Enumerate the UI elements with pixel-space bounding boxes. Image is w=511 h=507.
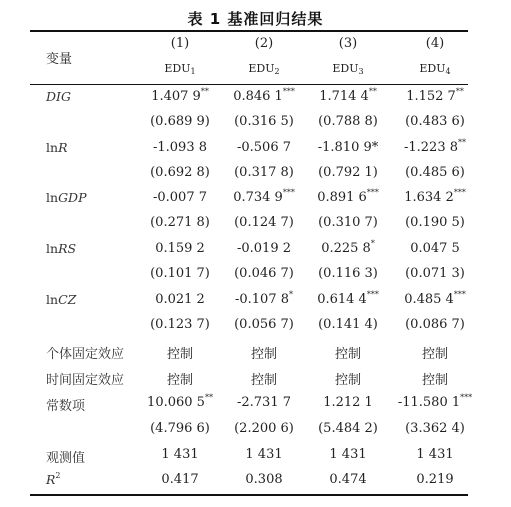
cell-value: (0.071 3) xyxy=(405,266,465,281)
table-cell xyxy=(135,114,225,129)
cell-value: 0.225 8 xyxy=(321,241,371,256)
cell-value: (5.484 2) xyxy=(318,421,378,436)
table-cell xyxy=(303,190,393,205)
cell-value: 控制 xyxy=(334,373,361,388)
cell-value: 1.152 7 xyxy=(406,89,456,104)
table-cell xyxy=(219,165,309,180)
significance-stars: *** xyxy=(366,290,379,299)
cell-value: 1.407 9 xyxy=(151,89,201,104)
column-number: (4) xyxy=(425,36,445,51)
significance-stars: ** xyxy=(204,393,213,402)
cell-value: (0.086 7) xyxy=(405,317,465,332)
table-cell xyxy=(390,241,480,256)
cell-value: 10.060 5 xyxy=(147,395,205,410)
cell-value: (0.483 6) xyxy=(405,114,465,129)
column-number: (2) xyxy=(254,36,274,51)
significance-stars: ** xyxy=(200,87,209,96)
dependent-subscript: 2 xyxy=(274,67,280,76)
cell-value: 0.614 4 xyxy=(317,292,367,307)
table-cell xyxy=(219,395,309,410)
table-cell xyxy=(303,395,393,410)
table-cell xyxy=(390,292,480,307)
row-label xyxy=(46,395,85,414)
cell-value: -0.107 8 xyxy=(234,292,289,307)
cell-value: 1.634 2 xyxy=(404,190,454,205)
table-cell xyxy=(219,190,309,205)
table-cell xyxy=(219,89,309,104)
row-label xyxy=(46,343,124,362)
cell-value: 控制 xyxy=(250,373,277,388)
cell-value: 0.308 xyxy=(245,472,283,487)
table-cell xyxy=(390,89,480,104)
row-label-text: 观测值 xyxy=(46,451,86,466)
table-cell xyxy=(390,369,480,388)
cell-value: 1 431 xyxy=(161,447,199,462)
table-cell xyxy=(390,421,480,436)
cell-value: 1 431 xyxy=(245,447,283,462)
bottom-rule xyxy=(30,494,468,496)
cell-value: (0.317 8) xyxy=(234,165,294,180)
table-cell xyxy=(135,89,225,104)
cell-value: (0.271 8) xyxy=(150,215,210,230)
table-cell xyxy=(303,472,393,487)
cell-value: (2.200 6) xyxy=(234,421,294,436)
table-cell xyxy=(135,472,225,487)
table-cell xyxy=(390,343,480,362)
cell-value: 控制 xyxy=(421,347,448,362)
cell-value: -0.506 7 xyxy=(236,140,291,155)
dependent-variable xyxy=(303,62,393,75)
cell-value: (0.046 7) xyxy=(234,266,294,281)
row-label-italic: CZ xyxy=(58,292,77,307)
cell-value: 控制 xyxy=(334,347,361,362)
cell-value: 0.485 4 xyxy=(404,292,454,307)
table-cell xyxy=(303,292,393,307)
table-title: 表 1 基准回归结果 xyxy=(187,10,324,28)
cell-value: 0.047 5 xyxy=(410,241,460,256)
table-cell xyxy=(303,266,393,281)
table-cell xyxy=(219,343,309,362)
table-cell xyxy=(219,140,309,155)
table-cell xyxy=(135,215,225,230)
table-cell xyxy=(135,447,225,462)
table-cell xyxy=(390,447,480,462)
column-number: (1) xyxy=(170,36,190,51)
cell-value: (0.101 7) xyxy=(150,266,210,281)
table-cell xyxy=(303,317,393,332)
cell-value: 控制 xyxy=(421,373,448,388)
row-label-text: 个体固定效应 xyxy=(46,347,125,362)
cell-value: 1.714 4 xyxy=(319,89,369,104)
table-cell xyxy=(390,114,480,129)
cell-value: (0.689 9) xyxy=(150,114,210,129)
cell-value: 0.159 2 xyxy=(155,241,205,256)
significance-stars: *** xyxy=(366,188,379,197)
row-label-italic: GDP xyxy=(58,190,87,205)
row-label-italic: R xyxy=(58,140,68,155)
row-label xyxy=(46,447,85,466)
table-cell xyxy=(219,266,309,281)
table-cell xyxy=(219,447,309,462)
cell-value: (0.485 6) xyxy=(405,165,465,180)
row-label xyxy=(46,89,71,104)
significance-stars: * xyxy=(289,290,293,299)
dependent-base: EDU xyxy=(332,62,359,75)
cell-value: 1 431 xyxy=(416,447,454,462)
column-number: (3) xyxy=(338,36,358,51)
cell-value: 0.891 6 xyxy=(317,190,367,205)
significance-stars: ** xyxy=(455,87,464,96)
cell-value: 0.219 xyxy=(416,472,454,487)
row-label xyxy=(46,369,124,388)
cell-value: (0.692 8) xyxy=(150,165,210,180)
table-cell xyxy=(135,369,225,388)
table-cell xyxy=(219,317,309,332)
table-cell xyxy=(135,343,225,362)
table-cell xyxy=(219,114,309,129)
cell-value: 控制 xyxy=(166,373,193,388)
cell-value: 0.474 xyxy=(329,472,367,487)
table-cell xyxy=(219,241,309,256)
table-cell xyxy=(135,190,225,205)
dependent-base: EDU xyxy=(419,62,446,75)
table-cell xyxy=(135,140,225,155)
table-cell xyxy=(303,369,393,388)
dependent-variable xyxy=(390,62,480,75)
cell-value: (0.792 1) xyxy=(318,165,378,180)
cell-value: 0.021 2 xyxy=(155,292,205,307)
table-cell xyxy=(135,165,225,180)
table-cell xyxy=(135,317,225,332)
table-cell xyxy=(219,292,309,307)
row-label xyxy=(46,292,76,307)
row-label xyxy=(46,140,67,155)
cell-value: (0.190 5) xyxy=(405,215,465,230)
significance-stars: ** xyxy=(458,138,466,147)
header-rule xyxy=(30,84,468,85)
cell-value: (0.316 5) xyxy=(234,114,294,129)
table-cell xyxy=(303,421,393,436)
dependent-subscript: 4 xyxy=(445,67,451,76)
table-cell xyxy=(303,114,393,129)
row-label-text: 常数项 xyxy=(46,399,86,414)
row-label-prefix: ln xyxy=(46,241,59,256)
table-cell xyxy=(219,369,309,388)
cell-value: (0.116 3) xyxy=(318,266,378,281)
table-cell xyxy=(219,215,309,230)
table-cell xyxy=(390,165,480,180)
cell-value: 0.846 1 xyxy=(233,89,283,104)
table-cell xyxy=(390,140,480,155)
cell-value: (0.141 4) xyxy=(318,317,378,332)
dependent-subscript: 3 xyxy=(358,67,364,76)
table-cell xyxy=(303,165,393,180)
cell-value: 0.734 9 xyxy=(233,190,283,205)
dependent-variable xyxy=(219,62,309,75)
dependent-variable xyxy=(135,62,225,75)
dependent-base: EDU xyxy=(164,62,191,75)
cell-value: (4.796 6) xyxy=(150,421,210,436)
cell-value: (0.123 7) xyxy=(150,317,210,332)
table-cell xyxy=(219,472,309,487)
table-cell xyxy=(303,140,393,155)
table-cell xyxy=(219,421,309,436)
significance-stars: *** xyxy=(453,290,466,299)
significance-stars: * xyxy=(370,239,375,248)
table-cell xyxy=(390,472,480,487)
cell-value: (0.788 8) xyxy=(318,114,378,129)
significance-stars: ** xyxy=(368,87,377,96)
table-cell xyxy=(303,447,393,462)
table-cell xyxy=(303,241,393,256)
dependent-base: EDU xyxy=(248,62,275,75)
table-cell xyxy=(390,190,480,205)
table-cell xyxy=(135,421,225,436)
cell-value: -1.223 8 xyxy=(403,140,458,155)
significance-stars: *** xyxy=(460,393,473,402)
table-cell xyxy=(390,395,480,410)
row-label-prefix: ln xyxy=(46,140,59,155)
significance-stars: *** xyxy=(282,188,295,197)
row-label-italic: RS xyxy=(58,241,77,256)
table-cell xyxy=(135,266,225,281)
row-label xyxy=(46,190,86,205)
cell-value: -0.007 7 xyxy=(152,190,207,205)
top-rule xyxy=(30,30,468,32)
cell-value: 1 431 xyxy=(329,447,367,462)
cell-value: (0.310 7) xyxy=(318,215,378,230)
cell-value: (3.362 4) xyxy=(405,421,465,436)
cell-value: (0.056 7) xyxy=(234,317,294,332)
row-label-superscript: 2 xyxy=(55,471,61,480)
cell-value: 控制 xyxy=(166,347,193,362)
row-label-italic: DIG xyxy=(46,89,71,104)
significance-stars: *** xyxy=(453,188,466,197)
cell-value: 1.212 1 xyxy=(323,395,373,410)
row-label xyxy=(46,472,61,487)
table-cell xyxy=(135,241,225,256)
row-label-italic: R xyxy=(46,472,56,487)
variable-header: 变量 xyxy=(46,52,73,67)
row-label-prefix: ln xyxy=(46,292,59,307)
row-label-text: 时间固定效应 xyxy=(46,373,125,388)
table-cell xyxy=(390,317,480,332)
table-cell xyxy=(303,89,393,104)
cell-value: -1.093 8 xyxy=(152,140,207,155)
cell-value: -0.019 2 xyxy=(236,241,291,256)
cell-value: -2.731 7 xyxy=(236,395,291,410)
row-label-prefix: ln xyxy=(46,190,59,205)
table-cell xyxy=(303,215,393,230)
row-label xyxy=(46,241,76,256)
table-cell xyxy=(390,266,480,281)
dependent-subscript: 1 xyxy=(190,67,196,76)
table-cell xyxy=(390,215,480,230)
cell-value: -11.580 1 xyxy=(397,395,461,410)
table-cell xyxy=(303,343,393,362)
table-cell xyxy=(135,292,225,307)
cell-value: -1.810 9* xyxy=(317,140,379,155)
significance-stars: *** xyxy=(282,87,295,96)
table-cell xyxy=(135,395,225,410)
cell-value: 0.417 xyxy=(161,472,199,487)
cell-value: 控制 xyxy=(250,347,277,362)
cell-value: (0.124 7) xyxy=(234,215,294,230)
